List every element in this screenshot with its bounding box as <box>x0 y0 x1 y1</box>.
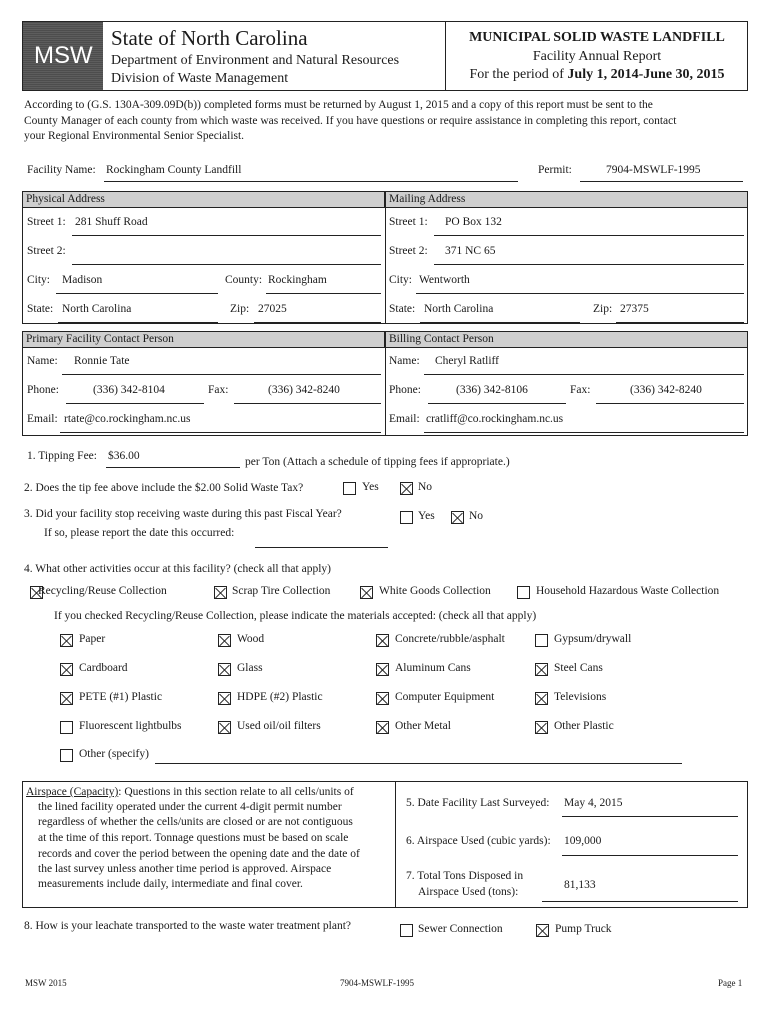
footer-left: MSW 2015 <box>25 978 67 988</box>
white-goods-checkbox[interactable] <box>360 586 373 599</box>
physical-zip-value: 27025 <box>258 303 287 315</box>
material-steel-cans-checkbox[interactable] <box>535 663 548 676</box>
intro-line-3: your Regional Environmental Senior Specialist. <box>24 130 245 142</box>
material-other-metal-label: Other Metal <box>395 720 451 732</box>
airspace-desc-5: records and cover the period between the opening date and the date of <box>38 848 360 860</box>
permit-label: Permit: <box>538 164 572 176</box>
physical-street2-label: Street 2: <box>27 245 66 257</box>
material-used-oil-oil-filters-checkbox[interactable] <box>218 721 231 734</box>
q6-label: 6. Airspace Used (cubic yards): <box>406 835 551 847</box>
mailing-street1-label: Street 1: <box>389 216 428 228</box>
scrap-tire-checkbox[interactable] <box>214 586 227 599</box>
household-hazardous-checkbox[interactable] <box>517 586 530 599</box>
material-aluminum-cans-checkbox[interactable] <box>376 663 389 676</box>
material-cardboard-label: Cardboard <box>79 662 128 674</box>
q2-no-checkbox[interactable] <box>400 482 413 495</box>
q3-no-checkbox[interactable] <box>451 511 464 524</box>
sewer-connection-checkbox[interactable] <box>400 924 413 937</box>
intro-line-2: County Manager of each county from which waste was received. If you have questions or require assistance in completing this report, contact <box>24 115 677 127</box>
physical-state-label: State: <box>27 303 54 315</box>
permit-value: 7904-MSWLF-1995 <box>606 164 701 176</box>
primary-phone-label: Phone: <box>27 384 59 396</box>
primary-contact-heading: Primary Facility Contact Person <box>22 331 385 348</box>
material-concrete-rubble-asphalt-checkbox[interactable] <box>376 634 389 647</box>
intro-line-1: According to (G.S. 130A-309.09D(b)) completed forms must be returned by August 1, 2015 and a copy of this report must be sent to the <box>24 99 653 111</box>
q2-label: 2. Does the tip fee above include the $2.00 Solid Waste Tax? <box>24 482 304 494</box>
other-specify-checkbox[interactable] <box>60 749 73 762</box>
mailing-state-label: State: <box>389 303 416 315</box>
footer-right: Page 1 <box>718 978 743 988</box>
material-televisions-checkbox[interactable] <box>535 692 548 705</box>
billing-name-label: Name: <box>389 355 420 367</box>
sewer-connection-label: Sewer Connection <box>418 923 503 935</box>
mailing-state-value: North Carolina <box>424 303 494 315</box>
facility-name-value: Rockingham County Landfill <box>106 164 242 176</box>
q2-yes-label: Yes <box>362 481 379 493</box>
period-dates: July 1, 2014-June 30, 2015 <box>567 67 725 82</box>
mailing-street2-value: 371 NC 65 <box>445 245 496 257</box>
q1-suffix: per Ton (Attach a schedule of tipping fees if appropriate.) <box>245 456 510 468</box>
material-other-plastic-label: Other Plastic <box>554 720 614 732</box>
material-pete-1-plastic-checkbox[interactable] <box>60 692 73 705</box>
physical-street1-label: Street 1: <box>27 216 66 228</box>
airspace-desc-4: at the time of this report. Tonnage questions must be based on scale <box>38 832 349 844</box>
physical-city-value: Madison <box>62 274 103 286</box>
primary-email-value: rtate@co.rockingham.nc.us <box>64 413 191 425</box>
airspace-desc-3: regardless of whether the cells/units are closed or are not contiguous <box>38 816 353 828</box>
material-paper-checkbox[interactable] <box>60 634 73 647</box>
airspace-desc-1-text: : Questions in this section relate to all cells/units of <box>118 786 354 798</box>
material-computer-equipment-checkbox[interactable] <box>376 692 389 705</box>
primary-fax-value: (336) 342-8240 <box>268 384 340 396</box>
footer-center: 7904-MSWLF-1995 <box>340 978 414 988</box>
material-steel-cans-label: Steel Cans <box>554 662 603 674</box>
q3-no-label: No <box>469 510 484 522</box>
primary-fax-label: Fax: <box>208 384 229 396</box>
tons-disposed-value: 81,133 <box>564 879 596 891</box>
q2-no-label: No <box>418 481 433 493</box>
physical-state-value: North Carolina <box>62 303 132 315</box>
q1-label: 1. Tipping Fee: <box>27 450 97 462</box>
material-glass-checkbox[interactable] <box>218 663 231 676</box>
pump-truck-label: Pump Truck <box>555 923 612 935</box>
billing-email-label: Email: <box>389 413 420 425</box>
material-glass-label: Glass <box>237 662 263 674</box>
other-specify-label: Other (specify) <box>79 748 149 760</box>
physical-county-label: County: <box>225 274 263 286</box>
mailing-city-label: City: <box>389 274 413 286</box>
airspace-desc-7: measurements include daily, intermediate and final cover. <box>38 878 303 890</box>
q8-label: 8. How is your leachate transported to the waste water treatment plant? <box>24 920 351 932</box>
division-name: Division of Waste Management <box>111 71 289 86</box>
mailing-street1-value: PO Box 132 <box>445 216 502 228</box>
q7-label-1: 7. Total Tons Disposed in <box>406 870 524 882</box>
physical-street1-value: 281 Shuff Road <box>75 216 148 228</box>
material-gypsum-drywall-checkbox[interactable] <box>535 634 548 647</box>
q2-yes-checkbox[interactable] <box>343 482 356 495</box>
materials-prompt: If you checked Recycling/Reuse Collection, please indicate the materials accepted: (check all that apply) <box>54 610 537 622</box>
stop-date-field[interactable] <box>255 530 388 548</box>
report-title: MUNICIPAL SOLID WASTE LANDFILL <box>469 30 725 45</box>
mailing-street2-label: Street 2: <box>389 245 428 257</box>
material-fluorescent-lightbulbs-checkbox[interactable] <box>60 721 73 734</box>
mailing-zip-label: Zip: <box>593 303 613 315</box>
q3-sub-label: If so, please report the date this occurred: <box>44 527 235 539</box>
q3-yes-checkbox[interactable] <box>400 511 413 524</box>
airspace-heading: Airspace (Capacity) <box>26 786 119 798</box>
mailing-zip-value: 27375 <box>620 303 649 315</box>
billing-fax-value: (336) 342-8240 <box>630 384 702 396</box>
q3-yes-label: Yes <box>418 510 435 522</box>
material-other-plastic-checkbox[interactable] <box>535 721 548 734</box>
material-televisions-label: Televisions <box>554 691 607 703</box>
state-title: State of North Carolina <box>111 26 308 50</box>
airspace-divider <box>395 781 396 908</box>
material-gypsum-drywall-label: Gypsum/drywall <box>554 633 632 645</box>
material-computer-equipment-label: Computer Equipment <box>395 691 495 703</box>
msw-logo-text: MSW <box>34 42 93 69</box>
scrap-tire-label: Scrap Tire Collection <box>232 585 331 597</box>
material-used-oil-oil-filters-label: Used oil/oil filters <box>237 720 321 732</box>
q4-label: 4. What other activities occur at this facility? (check all that apply) <box>24 563 331 575</box>
material-concrete-rubble-asphalt-label: Concrete/rubble/asphalt <box>395 633 505 645</box>
billing-name-value: Cheryl Ratliff <box>435 355 499 367</box>
airspace-desc-6: the last survey unless another time period is approved. Airspace <box>38 863 332 875</box>
period-prefix: For the period of <box>469 67 568 82</box>
material-other-metal-checkbox[interactable] <box>376 721 389 734</box>
facility-name-label: Facility Name: <box>27 164 96 176</box>
physical-city-label: City: <box>27 274 51 286</box>
household-hazardous-label: Household Hazardous Waste Collection <box>536 585 720 597</box>
physical-address-heading: Physical Address <box>22 191 385 208</box>
billing-phone-label: Phone: <box>389 384 421 396</box>
address-divider <box>385 191 386 324</box>
billing-contact-heading: Billing Contact Person <box>385 331 748 348</box>
material-fluorescent-lightbulbs-label: Fluorescent lightbulbs <box>79 720 182 732</box>
primary-name-label: Name: <box>27 355 58 367</box>
physical-street2-field[interactable] <box>72 245 381 265</box>
material-aluminum-cans-label: Aluminum Cans <box>395 662 471 674</box>
pump-truck-checkbox[interactable] <box>536 924 549 937</box>
billing-fax-label: Fax: <box>570 384 591 396</box>
material-hdpe-2-plastic-checkbox[interactable] <box>218 692 231 705</box>
q7-label-2: Airspace Used (tons): <box>418 886 519 898</box>
material-cardboard-checkbox[interactable] <box>60 663 73 676</box>
billing-email-value: cratliff@co.rockingham.nc.us <box>426 413 564 425</box>
airspace-desc-2: the lined facility operated under the current 4-digit permit number <box>38 801 342 813</box>
billing-phone-value: (336) 342-8106 <box>456 384 528 396</box>
department-name: Department of Environment and Natural Resources <box>111 53 400 68</box>
material-hdpe-2-plastic-label: HDPE (#2) Plastic <box>237 691 323 703</box>
survey-date-value: May 4, 2015 <box>564 797 623 809</box>
q3-label: 3. Did your facility stop receiving waste during this past Fiscal Year? <box>24 508 342 520</box>
physical-county-value: Rockingham <box>268 274 327 286</box>
recycling-reuse-label: Recycling/Reuse Collection <box>38 585 167 597</box>
airspace-desc-1 <box>26 786 354 798</box>
material-pete-1-plastic-label: PETE (#1) Plastic <box>79 691 163 703</box>
report-period <box>446 67 748 83</box>
other-specify-field[interactable] <box>155 746 682 764</box>
white-goods-label: White Goods Collection <box>379 585 491 597</box>
q5-label: 5. Date Facility Last Surveyed: <box>406 797 550 809</box>
primary-name-value: Ronnie Tate <box>74 355 130 367</box>
tipping-fee-value: $36.00 <box>108 450 140 462</box>
contact-divider <box>385 331 386 436</box>
material-wood-label: Wood <box>237 633 265 645</box>
primary-phone-value: (336) 342-8104 <box>93 384 165 396</box>
material-wood-checkbox[interactable] <box>218 634 231 647</box>
airspace-used-value: 109,000 <box>564 835 602 847</box>
report-subtitle: Facility Annual Report <box>532 49 662 64</box>
material-paper-label: Paper <box>79 633 106 645</box>
primary-email-label: Email: <box>27 413 58 425</box>
mailing-address-heading: Mailing Address <box>385 191 748 208</box>
physical-zip-label: Zip: <box>230 303 250 315</box>
mailing-city-value: Wentworth <box>419 274 470 286</box>
